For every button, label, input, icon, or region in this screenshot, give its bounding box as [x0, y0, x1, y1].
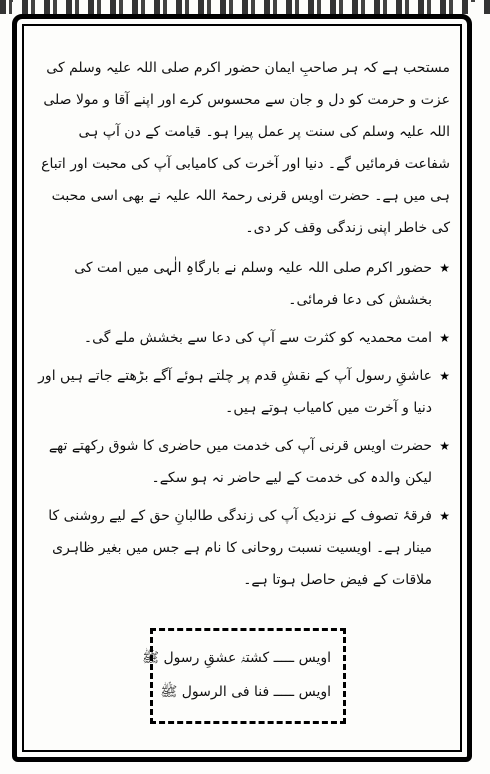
- quote-line-1: اویس ـــــ کشتۂ عشقِ رسول ﷺ: [142, 650, 331, 666]
- body-text: [34, 52, 450, 602]
- bullet-item: [34, 322, 450, 354]
- bullet-item: [34, 430, 450, 494]
- header-left-text: [12, 2, 20, 14]
- quote-line-2: اویس ـــــ فنا فی الرسول ﷺ: [160, 684, 331, 700]
- bullet-text: حضرت اویس قرنی آپ کی خدمت میں حاضری کا شوق رکھتے تھے لیکن والدہ کی خدمت کے لیے حاضر نہ ہو سکے۔: [48, 438, 432, 486]
- bullet-item: [34, 360, 450, 424]
- bullet-text: امت محمدیہ کو کثرت سے آپ کی دعا سے بخشش ملے گی۔: [83, 330, 432, 346]
- star-icon: ★: [439, 369, 450, 383]
- bullet-list: [34, 252, 450, 596]
- bullet-item: [34, 500, 450, 596]
- header-right-text: [468, 2, 476, 14]
- bullet-text: حضور اکرم صلی اللہ علیہ وسلم نے بارگاہِ الٰہی میں امت کی بخشش کی دعا فرمائی۔: [74, 260, 432, 308]
- bullet-text: فرقۂ تصوف کے نزدیک آپ کی زندگی طالبانِ حق کے لیے روشنی کا مینار ہے۔ اویسیت نسبت روحانی کا نام ہے جس میں بغیر ظاہری ملاقات کے فیض حاصل ہوتا ہے۔: [48, 508, 432, 588]
- bullet-text: عاشقِ رسول آپ کے نقشِ قدم پر چلتے ہوئے آگے بڑھتے جاتے ہیں اور دنیا و آخرت میں کامیاب ہوتے ہیں۔: [38, 368, 432, 416]
- quote-box: [142, 628, 346, 724]
- star-icon: ★: [439, 331, 450, 345]
- bullet-item: [34, 252, 450, 316]
- star-icon: ★: [439, 509, 450, 523]
- intro-paragraph: مستحب ہے کہ ہر صاحبِ ایمان حضور اکرم صلی اللہ علیہ وسلم کی عزت و حرمت کو دل و جان سے محسوس کرے اور اپنے آقا و مولا صلی اللہ علیہ وسلم کی سنت پر عمل پیرا ہو۔ قیامت کے دن آپ ہی شفاعت فرمائیں گے۔ دنیا اور آخرت کی کامیابی آپ کی محبت اور اتباع ہی میں ہے۔ حضرت اویس قرنی رحمۃ اللہ علیہ نے بھی اسی محبت کی خاطر اپنی زندگی وقف کر دی۔: [41, 60, 450, 236]
- top-border-strip: [0, 0, 490, 14]
- star-icon: ★: [439, 439, 450, 453]
- star-icon: ★: [439, 261, 450, 275]
